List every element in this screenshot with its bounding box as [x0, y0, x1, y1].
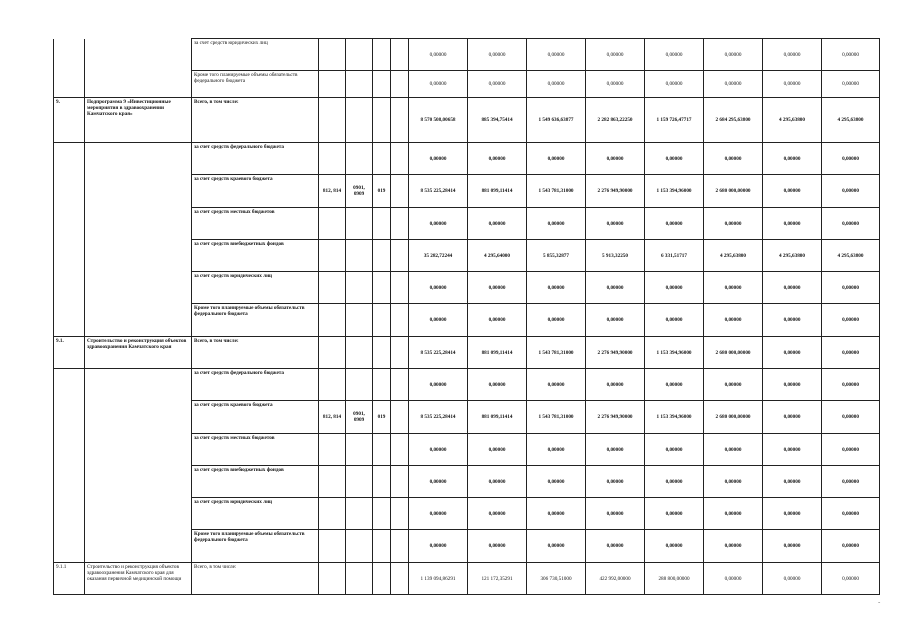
table-row [54, 337, 880, 369]
type-code-cell [391, 337, 409, 369]
type-code-cell [391, 530, 409, 563]
program-name-cell [85, 175, 192, 208]
funding-source-cell: за счет средств юридических лиц [192, 272, 319, 304]
row-number-cell [54, 369, 85, 401]
type-code-cell [391, 98, 409, 143]
target-code-cell [373, 272, 391, 304]
table-row [54, 530, 880, 563]
grbs-code-cell [319, 98, 346, 143]
amount-cell: 0,00000 [527, 143, 586, 175]
table-body [54, 39, 880, 595]
amount-cell: 0,00000 [763, 304, 822, 337]
program-name-cell [85, 498, 192, 530]
amount-cell: 35 282,72244 [409, 240, 468, 272]
budget-table-sheet [53, 38, 880, 595]
section-code-cell [346, 98, 373, 143]
row-number-cell [54, 143, 85, 175]
amount-cell: 121 172,35291 [468, 563, 527, 595]
amount-cell: 1 543 781,31000 [527, 175, 586, 208]
amount-cell: 0,00000 [409, 434, 468, 466]
amount-cell: 0,00000 [704, 208, 763, 240]
amount-cell: 0,00000 [468, 143, 527, 175]
amount-cell: 0,00000 [822, 272, 880, 304]
amount-cell: 0,00000 [645, 530, 704, 563]
grbs-code-cell [319, 272, 346, 304]
program-name-cell [85, 304, 192, 337]
amount-cell: 0,00000 [586, 498, 645, 530]
table-row [54, 498, 880, 530]
amount-cell: 0,00000 [645, 208, 704, 240]
amount-cell: 0,00000 [409, 39, 468, 71]
funding-source-cell: Всего, в том числе: [192, 337, 319, 369]
grbs-code-cell [319, 369, 346, 401]
amount-cell: 0,00000 [763, 401, 822, 434]
grbs-code-cell [319, 240, 346, 272]
grbs-code-cell [319, 208, 346, 240]
amount-cell: 4 295,63800 [822, 98, 880, 143]
section-code-cell [346, 272, 373, 304]
amount-cell: 0,00000 [586, 530, 645, 563]
amount-cell: 1 153 394,96000 [645, 175, 704, 208]
amount-cell: 0,00000 [409, 272, 468, 304]
amount-cell: 0,00000 [468, 466, 527, 498]
table-row [54, 401, 880, 434]
table-row [54, 434, 880, 466]
amount-cell: 0,00000 [822, 466, 880, 498]
target-code-cell [373, 498, 391, 530]
amount-cell: 0,00000 [822, 530, 880, 563]
amount-cell: 0,00000 [586, 208, 645, 240]
section-code-cell [346, 434, 373, 466]
amount-cell: 0,00000 [468, 39, 527, 71]
grbs-code-cell: 812, 814 [319, 401, 346, 434]
section-code-cell [346, 240, 373, 272]
section-code-cell [346, 563, 373, 595]
section-code-cell [346, 466, 373, 498]
funding-source-cell: за счет средств внебюджетных фондов [192, 240, 319, 272]
amount-cell: 0,00000 [763, 466, 822, 498]
type-code-cell [391, 369, 409, 401]
amount-cell: 0,00000 [468, 304, 527, 337]
target-code-cell [373, 563, 391, 595]
table-row [54, 272, 880, 304]
amount-cell: 0,00000 [704, 563, 763, 595]
amount-cell: 0,00000 [645, 272, 704, 304]
amount-cell: 0,00000 [763, 71, 822, 98]
type-code-cell [391, 272, 409, 304]
amount-cell: 2 680 000,00000 [704, 337, 763, 369]
amount-cell: 0,00000 [822, 401, 880, 434]
program-name-cell: Строительство и реконструкция объектов здравоохранения Камчатского края [85, 337, 192, 369]
amount-cell: 0,00000 [763, 434, 822, 466]
row-number-cell [54, 466, 85, 498]
amount-cell: 0,00000 [527, 208, 586, 240]
amount-cell: 0,00000 [763, 272, 822, 304]
amount-cell: 0,00000 [409, 466, 468, 498]
type-code-cell [391, 466, 409, 498]
amount-cell: 0,00000 [527, 272, 586, 304]
amount-cell: 0,00000 [527, 530, 586, 563]
target-code-cell [373, 143, 391, 175]
amount-cell: 0,00000 [704, 369, 763, 401]
amount-cell: 0,00000 [468, 208, 527, 240]
program-name-cell [85, 530, 192, 563]
amount-cell: 881 099,11414 [468, 175, 527, 208]
amount-cell: 0,00000 [763, 530, 822, 563]
amount-cell: 0,00000 [763, 175, 822, 208]
amount-cell: 1 153 394,96000 [645, 337, 704, 369]
funding-source-cell: за счет средств внебюджетных фондов [192, 466, 319, 498]
amount-cell: 0,00000 [645, 434, 704, 466]
funding-source-cell: Кроме того планируемые объемы обязательств федерального бюджета [192, 530, 319, 563]
budget-table [53, 38, 880, 595]
grbs-code-cell [319, 39, 346, 71]
amount-cell: 0,00000 [704, 272, 763, 304]
section-code-cell [346, 498, 373, 530]
type-code-cell [391, 39, 409, 71]
section-code-cell [346, 208, 373, 240]
program-name-cell: Подпрограмма 9 «Инвестиционные мероприятия в здравоохранении Камчатского края» [85, 98, 192, 143]
table-row [54, 71, 880, 98]
grbs-code-cell: 812, 814 [319, 175, 346, 208]
amount-cell: 0,00000 [645, 143, 704, 175]
row-number-cell [54, 401, 85, 434]
row-number-cell [54, 304, 85, 337]
row-number-cell [54, 434, 85, 466]
section-code-cell [346, 530, 373, 563]
type-code-cell [391, 240, 409, 272]
amount-cell: 0,00000 [763, 39, 822, 71]
table-row [54, 39, 880, 71]
funding-source-cell: Всего, в том числе: [192, 98, 319, 143]
target-code-cell [373, 434, 391, 466]
amount-cell: 0,00000 [822, 39, 880, 71]
amount-cell: 0,00000 [763, 143, 822, 175]
amount-cell: 0,00000 [822, 498, 880, 530]
amount-cell: 0,00000 [409, 369, 468, 401]
amount-cell: 0,00000 [704, 466, 763, 498]
row-number-cell [54, 530, 85, 563]
funding-source-cell: за счет средств федерального бюджета [192, 143, 319, 175]
funding-source-cell: за счет средств юридических лиц [192, 39, 319, 71]
amount-cell: 0,00000 [409, 498, 468, 530]
amount-cell: 0,00000 [704, 71, 763, 98]
amount-cell: 0,00000 [586, 71, 645, 98]
grbs-code-cell [319, 143, 346, 175]
grbs-code-cell [319, 498, 346, 530]
amount-cell: 1 549 636,63877 [527, 98, 586, 143]
amount-cell: 0,00000 [763, 498, 822, 530]
amount-cell: 0,00000 [704, 143, 763, 175]
target-code-cell: 019 [373, 175, 391, 208]
target-code-cell [373, 240, 391, 272]
amount-cell: 0,00000 [763, 369, 822, 401]
row-number-cell: 9.1.1 [54, 563, 85, 595]
type-code-cell [391, 434, 409, 466]
amount-cell: 0,00000 [409, 143, 468, 175]
table-row [54, 304, 880, 337]
row-number-cell: 9.1. [54, 337, 85, 369]
amount-cell: 0,00000 [586, 304, 645, 337]
funding-source-cell: Всего, в том числе: [192, 563, 319, 595]
target-code-cell [373, 304, 391, 337]
amount-cell: 0,00000 [645, 304, 704, 337]
amount-cell: 0,00000 [409, 208, 468, 240]
table-row [54, 369, 880, 401]
amount-cell: 2 276 949,90000 [586, 175, 645, 208]
row-number-cell: 9. [54, 98, 85, 143]
row-number-cell [54, 272, 85, 304]
type-code-cell [391, 208, 409, 240]
amount-cell: 4 295,63800 [822, 240, 880, 272]
amount-cell: 0,00000 [822, 71, 880, 98]
amount-cell: 0,00000 [704, 498, 763, 530]
amount-cell: 0,00000 [586, 143, 645, 175]
amount-cell: 0,00000 [645, 39, 704, 71]
amount-cell: 2 276 949,90000 [586, 337, 645, 369]
table-row [54, 563, 880, 595]
type-code-cell [391, 401, 409, 434]
amount-cell: 0,00000 [822, 304, 880, 337]
amount-cell: 0,00000 [822, 208, 880, 240]
table-row [54, 208, 880, 240]
program-name-cell [85, 240, 192, 272]
section-code-cell [346, 39, 373, 71]
program-name-cell [85, 369, 192, 401]
amount-cell: 0,00000 [586, 434, 645, 466]
section-code-cell [346, 337, 373, 369]
amount-cell: 6 331,51717 [645, 240, 704, 272]
amount-cell: 0,00000 [763, 208, 822, 240]
amount-cell: 0,00000 [822, 175, 880, 208]
amount-cell: 0,00000 [468, 498, 527, 530]
target-code-cell [373, 369, 391, 401]
amount-cell: 8 535 225,28414 [409, 337, 468, 369]
amount-cell: 0,00000 [704, 304, 763, 337]
amount-cell: 422 992,00000 [586, 563, 645, 595]
table-row [54, 98, 880, 143]
amount-cell: 0,00000 [704, 530, 763, 563]
row-number-cell [54, 208, 85, 240]
amount-cell: 0,00000 [645, 466, 704, 498]
program-name-cell [85, 71, 192, 98]
amount-cell: 0,00000 [468, 530, 527, 563]
amount-cell: 4 295,64000 [468, 240, 527, 272]
grbs-code-cell [319, 71, 346, 98]
funding-source-cell: за счет средств юридических лиц [192, 498, 319, 530]
amount-cell: 0,00000 [409, 304, 468, 337]
row-number-cell [54, 71, 85, 98]
amount-cell: 0,00000 [468, 71, 527, 98]
amount-cell: 0,00000 [763, 337, 822, 369]
funding-source-cell: за счет средств федерального бюджета [192, 369, 319, 401]
amount-cell: 0,00000 [586, 466, 645, 498]
section-code-cell [346, 71, 373, 98]
amount-cell: 0,00000 [822, 434, 880, 466]
table-row [54, 175, 880, 208]
amount-cell: 8 535 225,28414 [409, 175, 468, 208]
amount-cell: 0,00000 [704, 39, 763, 71]
target-code-cell [373, 466, 391, 498]
target-code-cell [373, 208, 391, 240]
grbs-code-cell [319, 337, 346, 369]
amount-cell: 0,00000 [527, 39, 586, 71]
target-code-cell [373, 98, 391, 143]
program-name-cell [85, 434, 192, 466]
corner-mark: - [878, 598, 881, 606]
program-name-cell [85, 208, 192, 240]
amount-cell: 0,00000 [468, 369, 527, 401]
amount-cell: 4 295,63800 [763, 98, 822, 143]
type-code-cell [391, 563, 409, 595]
funding-source-cell: за счет средств краевого бюджета [192, 401, 319, 434]
amount-cell: 8 570 508,00658 [409, 98, 468, 143]
table-row [54, 143, 880, 175]
funding-source-cell: за счет средств местных бюджетов [192, 434, 319, 466]
amount-cell: 881 099,11414 [468, 401, 527, 434]
amount-cell: 885 394,75414 [468, 98, 527, 143]
row-number-cell [54, 240, 85, 272]
amount-cell: 2 276 949,90000 [586, 401, 645, 434]
amount-cell: 0,00000 [586, 272, 645, 304]
amount-cell: 0,00000 [822, 563, 880, 595]
amount-cell: 0,00000 [822, 143, 880, 175]
section-code-cell: 0901, 0909 [346, 401, 373, 434]
amount-cell: 0,00000 [527, 466, 586, 498]
amount-cell: 0,00000 [527, 369, 586, 401]
grbs-code-cell [319, 434, 346, 466]
amount-cell: 0,00000 [586, 369, 645, 401]
amount-cell: 0,00000 [586, 39, 645, 71]
amount-cell: 2 282 863,22250 [586, 98, 645, 143]
grbs-code-cell [319, 563, 346, 595]
target-code-cell [373, 337, 391, 369]
amount-cell: 0,00000 [822, 369, 880, 401]
funding-source-cell: за счет средств краевого бюджета [192, 175, 319, 208]
section-code-cell [346, 304, 373, 337]
amount-cell: 0,00000 [704, 434, 763, 466]
amount-cell: 1 153 394,96000 [645, 401, 704, 434]
row-number-cell [54, 175, 85, 208]
amount-cell: 0,00000 [645, 369, 704, 401]
amount-cell: 0,00000 [527, 71, 586, 98]
section-code-cell: 0901, 0909 [346, 175, 373, 208]
amount-cell: 0,00000 [527, 434, 586, 466]
funding-source-cell: Кроме того планируемые объемы обязательств федерального бюджета [192, 304, 319, 337]
amount-cell: 0,00000 [763, 563, 822, 595]
amount-cell: 1 159 726,47717 [645, 98, 704, 143]
amount-cell: 881 099,11414 [468, 337, 527, 369]
program-name-cell [85, 401, 192, 434]
program-name-cell [85, 272, 192, 304]
amount-cell: 2 680 000,00000 [704, 175, 763, 208]
amount-cell: 8 535 225,28414 [409, 401, 468, 434]
table-row [54, 466, 880, 498]
type-code-cell [391, 71, 409, 98]
amount-cell: 4 295,63800 [704, 240, 763, 272]
funding-source-cell: за счет средств местных бюджетов [192, 208, 319, 240]
amount-cell: 1 543 781,31000 [527, 401, 586, 434]
type-code-cell [391, 498, 409, 530]
type-code-cell [391, 143, 409, 175]
amount-cell: 0,00000 [468, 272, 527, 304]
program-name-cell [85, 143, 192, 175]
funding-source-cell: Кроме того планируемые объемы обязательств федерального бюджета [192, 71, 319, 98]
amount-cell: 0,00000 [645, 71, 704, 98]
target-code-cell: 019 [373, 401, 391, 434]
amount-cell: 2 684 295,63800 [704, 98, 763, 143]
amount-cell: 1 139 094,86291 [409, 563, 468, 595]
target-code-cell [373, 39, 391, 71]
amount-cell: 288 800,00000 [645, 563, 704, 595]
grbs-code-cell [319, 530, 346, 563]
target-code-cell [373, 530, 391, 563]
target-code-cell [373, 71, 391, 98]
type-code-cell [391, 175, 409, 208]
amount-cell: 1 543 781,31000 [527, 337, 586, 369]
program-name-cell: Строительство и реконструкция объектов здравоохранения Камчатского края для оказания первичной медицинской помощи [85, 563, 192, 595]
amount-cell: 0,00000 [527, 498, 586, 530]
amount-cell: 0,00000 [645, 498, 704, 530]
grbs-code-cell [319, 466, 346, 498]
grbs-code-cell [319, 304, 346, 337]
amount-cell: 5 913,32250 [586, 240, 645, 272]
amount-cell: 4 295,63800 [763, 240, 822, 272]
amount-cell: 306 730,51000 [527, 563, 586, 595]
amount-cell: 0,00000 [822, 337, 880, 369]
program-name-cell [85, 39, 192, 71]
type-code-cell [391, 304, 409, 337]
amount-cell: 0,00000 [468, 434, 527, 466]
section-code-cell [346, 369, 373, 401]
amount-cell: 5 855,32877 [527, 240, 586, 272]
amount-cell: 0,00000 [527, 304, 586, 337]
amount-cell: 2 680 000,00000 [704, 401, 763, 434]
table-row [54, 240, 880, 272]
row-number-cell [54, 498, 85, 530]
amount-cell: 0,00000 [409, 71, 468, 98]
program-name-cell [85, 466, 192, 498]
amount-cell: 0,00000 [409, 530, 468, 563]
section-code-cell [346, 143, 373, 175]
row-number-cell [54, 39, 85, 71]
